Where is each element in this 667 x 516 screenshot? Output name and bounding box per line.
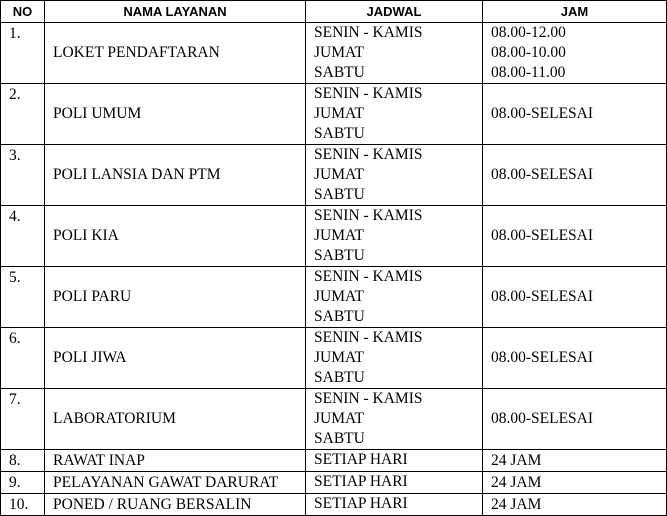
table-row: [1, 328, 667, 389]
schedule-day: SENIN - KAMIS: [314, 207, 423, 224]
schedule-day: SABTU: [314, 430, 365, 447]
schedule-day: SABTU: [314, 308, 365, 325]
service-name: POLI UMUM: [45, 84, 306, 145]
schedule-day: SETIAP HARI: [314, 451, 408, 468]
table-row: [1, 84, 667, 145]
header-jadwal: JADWAL: [306, 1, 483, 23]
row-number: 7.: [1, 389, 45, 450]
hours-value: 08.00-SELESAI: [491, 349, 594, 366]
service-name: PELAYANAN GAWAT DARURAT: [45, 472, 306, 494]
hours-value: 08.00-SELESAI: [491, 166, 594, 183]
schedule-day: JUMAT: [314, 44, 364, 61]
schedule-day: SABTU: [314, 369, 365, 386]
hours-value: 08.00-SELESAI: [491, 410, 594, 427]
schedule-cell: [306, 267, 483, 328]
schedule-day: SABTU: [314, 64, 365, 81]
hours-cell: [483, 472, 667, 494]
schedule-cell: [306, 328, 483, 389]
schedule-day: SETIAP HARI: [314, 473, 408, 490]
hours-value: 08.00-SELESAI: [491, 288, 594, 305]
schedule-cell: [306, 84, 483, 145]
schedule-day: SENIN - KAMIS: [314, 85, 423, 102]
service-name: POLI JIWA: [45, 328, 306, 389]
table-row: [1, 494, 667, 516]
hours-cell: [483, 494, 667, 516]
table-row: [1, 23, 667, 84]
row-number: 3.: [1, 145, 45, 206]
schedule-day: JUMAT: [314, 166, 364, 183]
hours-cell: [483, 267, 667, 328]
hours-value: 24 JAM: [491, 473, 542, 491]
service-name: POLI PARU: [45, 267, 306, 328]
table-row: [1, 145, 667, 206]
schedule-day: SENIN - KAMIS: [314, 146, 423, 163]
table-row: [1, 267, 667, 328]
schedule-day: JUMAT: [314, 227, 364, 244]
table-row: [1, 450, 667, 472]
schedule-day: SENIN - KAMIS: [314, 24, 423, 41]
schedule-day: SABTU: [314, 247, 365, 264]
hours-value: 08.00-10.00: [491, 44, 566, 61]
schedule-cell: [306, 206, 483, 267]
hours-value: 08.00-12.00: [491, 24, 566, 41]
row-number: 8.: [1, 450, 45, 472]
schedule-day: SENIN - KAMIS: [314, 390, 423, 407]
hours-cell: [483, 450, 667, 472]
hours-value: 08.00-SELESAI: [491, 227, 594, 244]
hours-value: 24 JAM: [491, 495, 542, 513]
service-name: POLI LANSIA DAN PTM: [45, 145, 306, 206]
hours-value: 08.00-SELESAI: [491, 105, 594, 122]
row-number: 1.: [1, 23, 45, 84]
schedule-day: SENIN - KAMIS: [314, 268, 423, 285]
schedule-day: JUMAT: [314, 410, 364, 427]
schedule-cell: [306, 494, 483, 516]
table-body: [1, 23, 667, 516]
schedule-day: SABTU: [314, 125, 365, 142]
hours-cell: [483, 389, 667, 450]
row-number: 2.: [1, 84, 45, 145]
table-row: [1, 472, 667, 494]
schedule-day: SETIAP HARI: [314, 495, 408, 512]
header-nama-layanan: NAMA LAYANAN: [45, 1, 306, 23]
row-number: 6.: [1, 328, 45, 389]
schedule-cell: [306, 389, 483, 450]
schedule-day: JUMAT: [314, 288, 364, 305]
schedule-cell: [306, 450, 483, 472]
header-no: NO: [1, 1, 45, 23]
schedule-day: SENIN - KAMIS: [314, 329, 423, 346]
row-number: 10.: [1, 494, 45, 516]
service-name: POLI KIA: [45, 206, 306, 267]
schedule-cell: [306, 472, 483, 494]
hours-cell: [483, 84, 667, 145]
table-row: [1, 206, 667, 267]
service-name: LOKET PENDAFTARAN: [45, 23, 306, 84]
header-jam: JAM: [483, 1, 667, 23]
hours-cell: [483, 206, 667, 267]
table-row: [1, 389, 667, 450]
hours-value: 08.00-11.00: [491, 64, 566, 81]
row-number: 9.: [1, 472, 45, 494]
schedule-cell: [306, 23, 483, 84]
schedule-day: SABTU: [314, 186, 365, 203]
schedule-cell: [306, 145, 483, 206]
service-name: PONED / RUANG BERSALIN: [45, 494, 306, 516]
schedule-day: JUMAT: [314, 105, 364, 122]
service-name: RAWAT INAP: [45, 450, 306, 472]
service-name: LABORATORIUM: [45, 389, 306, 450]
row-number: 5.: [1, 267, 45, 328]
hours-cell: [483, 328, 667, 389]
hours-cell: [483, 145, 667, 206]
header-row: [1, 1, 667, 23]
schedule-day: JUMAT: [314, 349, 364, 366]
hours-value: 24 JAM: [491, 451, 542, 469]
row-number: 4.: [1, 206, 45, 267]
hours-cell: [483, 23, 667, 84]
